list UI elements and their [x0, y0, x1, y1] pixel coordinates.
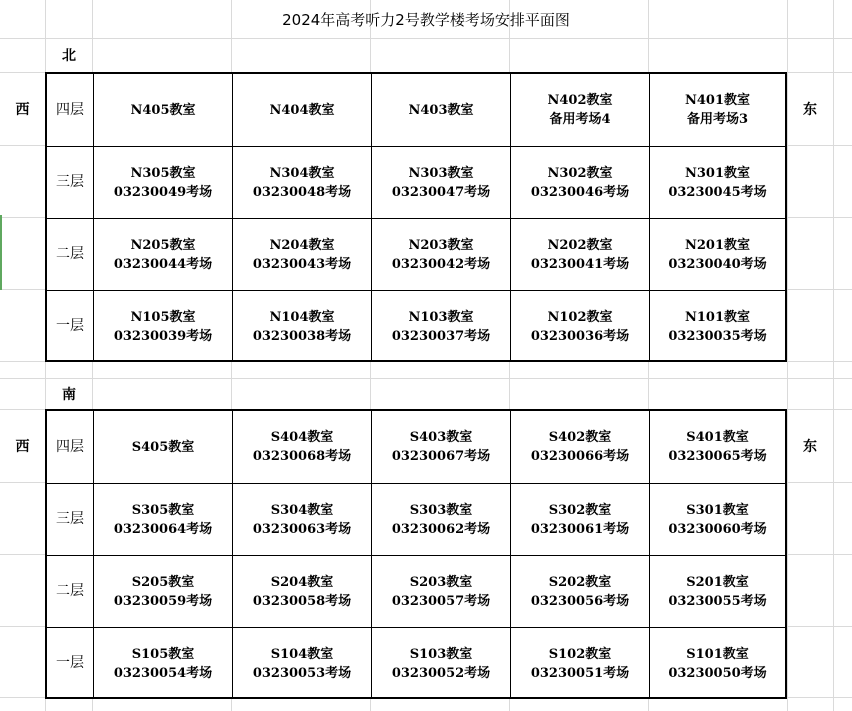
room-cell [93, 219, 232, 290]
room-cell [232, 219, 371, 290]
room-name: N304教室 [269, 165, 335, 181]
room-name: S204教室 [270, 574, 334, 590]
exam-room-label: 03230056考场 [530, 593, 630, 609]
exam-room-label: 03230044考场 [113, 256, 213, 272]
room-cell [371, 556, 510, 627]
room-cell [93, 484, 232, 555]
exam-room-label: 03230064考场 [113, 521, 213, 537]
room-cell [232, 147, 371, 218]
floor-label: 四层 [56, 101, 84, 118]
exam-room-label: 03230038考场 [252, 328, 352, 344]
room-name: N204教室 [269, 237, 335, 253]
room-cell [371, 411, 510, 483]
exam-room-label: 03230036考场 [530, 328, 630, 344]
exam-room-label: 03230047考场 [391, 184, 491, 200]
room-name: N301教室 [684, 165, 751, 181]
room-name: S102教室 [548, 646, 612, 662]
room-name: N402教室 [547, 93, 613, 108]
exam-room-label: 03230035考场 [668, 328, 767, 344]
exam-room-label: 03230066考场 [530, 449, 630, 464]
room-name: S303教室 [409, 502, 473, 518]
exam-room-label: 03230037考场 [391, 328, 491, 344]
exam-room-label: 03230040考场 [668, 256, 767, 272]
floor-label: 一层 [56, 318, 84, 334]
floor-row [47, 74, 785, 146]
exam-room-label: 备用考场3 [686, 112, 749, 127]
room-name: N202教室 [547, 237, 613, 253]
row-selection-marker [0, 215, 2, 290]
room-cell [232, 74, 371, 146]
exam-room-label: 03230050考场 [668, 665, 767, 681]
room-cell [649, 628, 785, 699]
room-cell [510, 411, 649, 483]
exam-room-label: 03230049考场 [113, 184, 213, 200]
room-name: S104教室 [270, 646, 334, 662]
room-cell [93, 74, 232, 146]
exam-room-label: 备用考场4 [549, 112, 611, 127]
room-cell [510, 628, 649, 699]
room-name: N302教室 [547, 165, 613, 181]
floor-label: 二层 [56, 583, 84, 599]
room-cell [93, 628, 232, 699]
exam-room-label: 03230065考场 [668, 449, 767, 464]
room-name: S103教室 [409, 646, 473, 662]
room-cell [510, 147, 649, 218]
room-cell [93, 411, 232, 483]
north-room-grid [45, 72, 787, 362]
floor-label: 二层 [56, 246, 84, 262]
room-cell [510, 74, 649, 146]
floor-row [47, 146, 785, 218]
room-name: S404教室 [270, 430, 334, 445]
page-title: 2024年高考听力2号教学楼考场安排平面图 [282, 11, 570, 29]
room-cell [232, 484, 371, 555]
room-name: N203教室 [408, 237, 474, 253]
exam-room-label: 03230045考场 [668, 184, 767, 200]
floor-label: 四层 [56, 438, 84, 455]
room-name: N205教室 [130, 237, 196, 253]
floor-label: 三层 [56, 511, 84, 527]
west-label-north: 西 [15, 102, 30, 118]
exam-room-label: 03230067考场 [391, 449, 491, 464]
room-name: S305教室 [131, 502, 195, 518]
room-cell [371, 219, 510, 290]
floor-row [47, 555, 785, 627]
floor-label: 一层 [56, 655, 84, 671]
east-label-north: 东 [803, 102, 817, 118]
exam-room-label: 03230062考场 [391, 521, 491, 537]
floor-row [47, 483, 785, 555]
exam-room-label: 03230058考场 [252, 593, 352, 609]
direction-north: 北 [62, 48, 76, 64]
south-room-grid [45, 409, 787, 699]
room-cell [649, 147, 785, 218]
room-cell [93, 147, 232, 218]
room-cell [371, 147, 510, 218]
east-label-south: 东 [803, 439, 817, 455]
exam-room-label: 03230039考场 [113, 328, 213, 344]
room-cell [649, 411, 785, 483]
exam-room-label: 03230046考场 [530, 184, 630, 200]
exam-room-label: 03230060考场 [668, 521, 767, 537]
room-name: N405教室 [130, 102, 196, 118]
exam-room-label: 03230051考场 [530, 665, 630, 681]
exam-room-label: 03230052考场 [391, 665, 491, 681]
room-name: N104教室 [269, 309, 335, 325]
room-name: S201教室 [686, 574, 749, 590]
room-name: S105教室 [131, 646, 195, 662]
room-name: S101教室 [686, 646, 749, 662]
exam-room-label: 03230053考场 [252, 665, 352, 681]
room-name: S405教室 [131, 439, 195, 455]
room-name: N401教室 [684, 93, 751, 108]
room-cell [510, 556, 649, 627]
room-cell [649, 291, 785, 362]
exam-room-label: 03230054考场 [113, 665, 213, 681]
exam-room-label: 03230068考场 [252, 449, 352, 464]
room-cell [510, 219, 649, 290]
room-cell [649, 484, 785, 555]
exam-room-label: 03230061考场 [530, 521, 630, 537]
room-cell [371, 484, 510, 555]
room-cell [510, 484, 649, 555]
room-name: S304教室 [270, 502, 334, 518]
room-cell [649, 556, 785, 627]
room-name: S203教室 [409, 574, 473, 590]
exam-room-label: 03230055考场 [668, 593, 767, 609]
room-cell [649, 74, 785, 146]
room-name: N201教室 [684, 237, 751, 253]
exam-room-label: 03230057考场 [391, 593, 491, 609]
room-name: N305教室 [130, 165, 196, 181]
room-cell [371, 628, 510, 699]
room-name: S205教室 [131, 574, 195, 590]
room-name: S202教室 [548, 574, 612, 590]
room-name: S403教室 [409, 430, 473, 445]
floor-label: 三层 [56, 174, 84, 190]
floor-row [47, 290, 785, 362]
room-cell [371, 291, 510, 362]
room-name: N101教室 [684, 309, 751, 325]
room-name: N303教室 [408, 165, 474, 181]
west-label-south: 西 [15, 439, 30, 455]
room-name: N103教室 [408, 309, 474, 325]
room-cell [232, 628, 371, 699]
exam-room-label: 03230059考场 [113, 593, 213, 609]
room-name: S301教室 [686, 502, 749, 518]
room-cell [93, 556, 232, 627]
exam-room-label: 03230042考场 [391, 256, 491, 272]
room-cell [232, 411, 371, 483]
exam-room-label: 03230041考场 [530, 256, 630, 272]
exam-room-label: 03230063考场 [252, 521, 352, 537]
room-cell [93, 291, 232, 362]
room-name: S401教室 [686, 430, 749, 445]
floor-row [47, 218, 785, 290]
direction-south: 南 [62, 387, 76, 403]
floor-row [47, 411, 785, 483]
room-cell [232, 291, 371, 362]
room-name: S302教室 [548, 502, 612, 518]
floor-row [47, 627, 785, 699]
room-cell [371, 74, 510, 146]
room-name: S402教室 [548, 430, 612, 445]
exam-room-label: 03230043考场 [252, 256, 352, 272]
room-cell [232, 556, 371, 627]
room-cell [649, 219, 785, 290]
room-name: N105教室 [130, 309, 196, 325]
exam-room-label: 03230048考场 [252, 184, 352, 200]
room-name: N404教室 [269, 102, 335, 118]
room-cell [510, 291, 649, 362]
room-name: N102教室 [547, 309, 613, 325]
room-name: N403教室 [408, 102, 474, 118]
